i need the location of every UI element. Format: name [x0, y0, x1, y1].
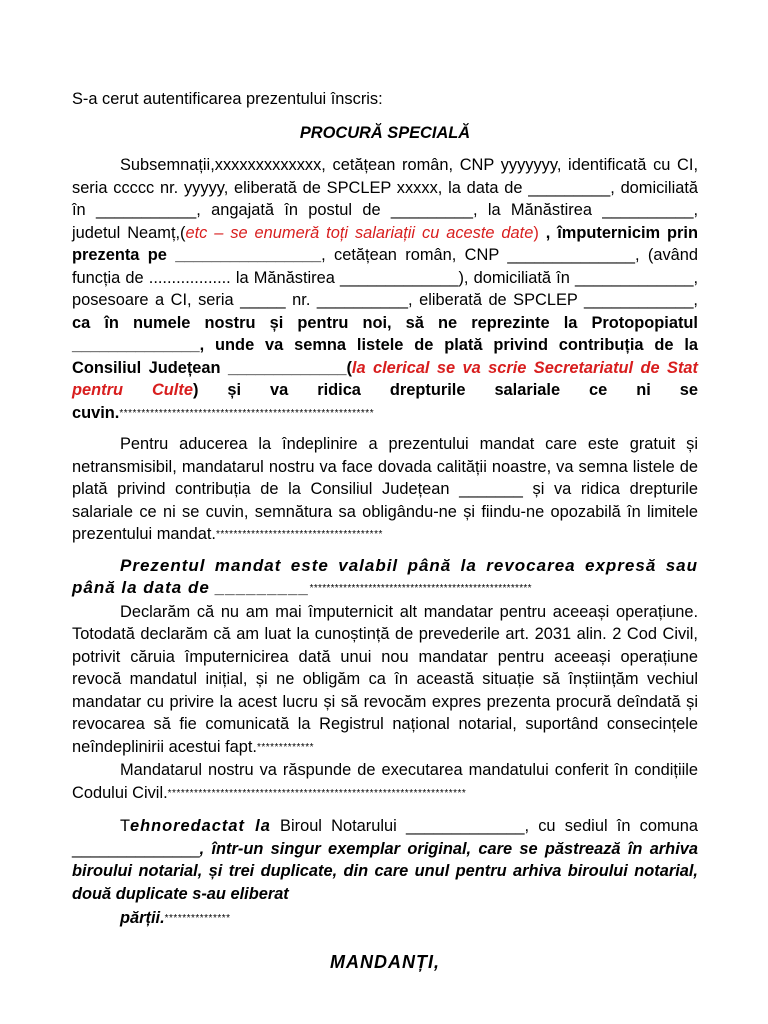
paragraph-parties — [120, 907, 698, 931]
p5-text: Mandatarul nostru va răspunde de executarea mandatului conferit în condițiile Codului Civil. — [72, 761, 698, 802]
p2-stars: ************************************** — [215, 529, 383, 540]
paragraph-declaration — [72, 601, 698, 760]
paragraph-execution — [72, 433, 698, 547]
p1-red-note-1: etc – se enumeră toți salariații cu aceste date — [185, 223, 534, 242]
document-title: PROCURĂ SPECIALĂ — [299, 123, 471, 142]
p6-text-1: Biroul Notarului _____________, cu sediul în comuna ______________ — [72, 817, 698, 858]
p2-text: Pentru aducerea la îndeplinire a prezentului mandat care este gratuit și netransmisibil, mandatarul nostru va face dovada calității noastre, va semna listele de plată privind contribuția de la Consiliul Județean _______ și va ridica drepturile salariale ce ni se cuvin, semnătura sa obligându-ne și fiindu-ne opozabilă în limitele prezentului mandat. — [72, 435, 698, 543]
p4-stars: ************* — [256, 741, 315, 753]
p1-stars: ********************************************************** — [119, 407, 375, 419]
paragraph-liability — [72, 759, 698, 805]
p1-red-note-2: la clerical se va scrie Secretariatul de Stat pentru Culte — [72, 358, 698, 399]
p6-letter: T — [120, 817, 131, 835]
p5-stars: ******************************************************************** — [167, 787, 467, 799]
p6-bold-italic: , într-un singur exemplar original, care se păstrează în arhiva biroului notarial, și trei duplicate, din care unul pentru arhiva biroului notarial, două duplicate s-au eliberat — [72, 839, 698, 903]
p1-text-1: Subsemnații,xxxxxxxxxxxxx, cetățean român, CNP yyyyyyy, identificată cu CI, seria ccccc nr. yyyyy, eliberată de SPCLEP xxxxx, la data de _________, domiciliată în ___________, angajată în postul de _________, la Mănăstirea __________, judetul Neamț,( — [72, 156, 698, 242]
p6-stars: *************** — [164, 913, 231, 924]
p4-text: Declarăm că nu am mai împuternicit alt mandatar pentru aceeași operațiune. Totodată declarăm că am luat la cunoștință de prevederile art. 2031 alin. 2 Cod Civil, potrivit căruia împuternicirea dată unui nou mandatar pentru aceeași operațiune revocă mandatul inițial, și ne obligăm ca în această situație să înștiințăm vechiul mandatar cu privire la acest lucru și să revocăm expres prezenta procură deîndată și revocarea să fie comunicată la Registrul național notarial, suportând consecințele neîndeplinirii acestui fapt. — [72, 602, 698, 756]
authentication-line: S-a cerut autentificarea prezentului înscris: — [72, 90, 383, 108]
p1-text-2: , cetățean român, CNP ______________, (având funcția de .................. la Mănăstirea _____________), domiciliată în _____________, posesoare a CI, seria _____ nr. __________, eliberată de SPCLEP ____________, — [72, 246, 698, 309]
signature-label: MANDANȚI, — [330, 951, 440, 972]
document-page — [72, 88, 698, 973]
p1-bold-1: , împuternicim prin prezenta pe ________________ — [72, 223, 698, 264]
p3-text: Prezentul mandat este valabil până la revocarea expresă sau până la data de _________ — [72, 555, 698, 597]
p1-red-close: ) — [533, 223, 546, 242]
paragraph-drafting — [72, 815, 698, 905]
paragraph-mandate — [72, 154, 698, 425]
p6-ehno: ehnoredactat la — [130, 817, 271, 835]
p1-bold-3: ) și va ridica drepturile salariale ce ni se cuvin. — [72, 381, 698, 422]
p6-partii: părții. — [120, 909, 165, 927]
paragraph-validity — [72, 555, 698, 601]
p3-stars: ***************************************************** — [309, 583, 532, 594]
p1-bold-2: ca în numele nostru și pentru noi, să ne reprezinte la Protopopiatul ______________, unde va semna listele de plată privind contribuția de la Consiliul Județean _____________( — [72, 313, 698, 377]
